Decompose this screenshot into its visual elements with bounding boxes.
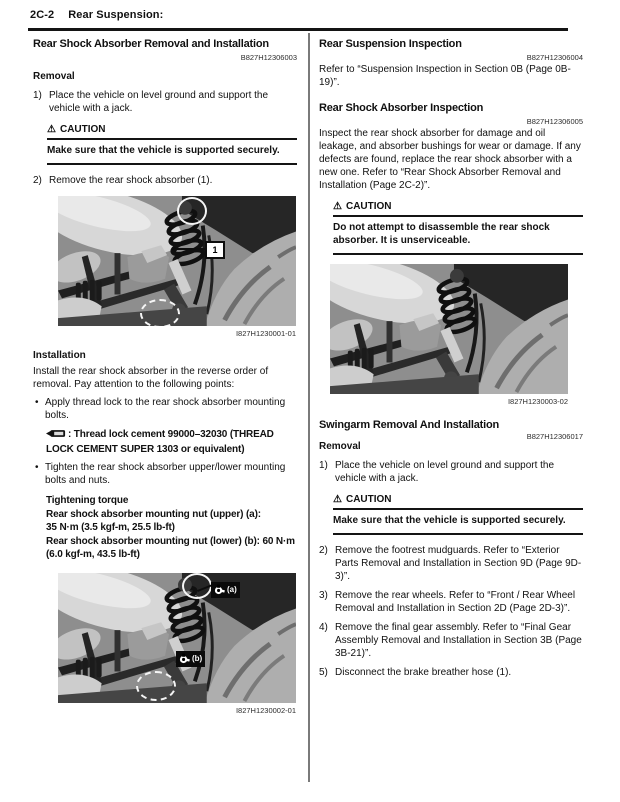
step-text: Remove the rear shock absorber (1).: [49, 175, 213, 186]
section-title-suspension-inspection: Rear Suspension Inspection: [319, 38, 462, 50]
step: [319, 621, 583, 660]
step-number: 5): [319, 667, 328, 678]
step-text: Remove the rear wheels. Refer to “Front / Rear Wheel Removal and Installation in Section 2D (Page 2D-3)”.: [335, 590, 576, 614]
caution-label: CAUTION: [345, 201, 392, 212]
figure-code: I827H1230003-02: [507, 397, 568, 406]
left-column: [33, 38, 297, 715]
warning-triangle-icon: ⚠: [47, 123, 56, 135]
step-number: 1): [319, 460, 328, 471]
callout-label: 1: [212, 245, 218, 255]
ref-code: B827H12306004: [526, 53, 583, 62]
caution-box: [47, 124, 297, 165]
header-rule: [28, 28, 568, 31]
caution-box: [333, 494, 583, 535]
photo-rear-shock-inspection: [330, 264, 568, 394]
torque-wrench-icon: [179, 653, 190, 665]
caution-header: [333, 494, 583, 505]
bullet-item: [33, 461, 297, 487]
step: [319, 666, 583, 679]
callout-leader-line: [175, 248, 205, 250]
torque-line: 35 N·m (3.5 kgf-m, 25.5 lb-ft): [46, 522, 175, 533]
callout-1: [205, 241, 225, 259]
step-number: 2): [319, 545, 328, 556]
step-number: 1): [33, 90, 42, 101]
lower-nut-circle: [136, 671, 176, 701]
torque-heading: Tightening torque: [46, 495, 129, 506]
step: [33, 174, 297, 187]
caution-text: Make sure that the vehicle is supported securely.: [47, 145, 280, 156]
caution-header: [333, 201, 583, 212]
ref-code: B827H12306005: [526, 117, 583, 126]
thread-lock-spec-text: : Thread lock cement 99000–32030 (THREAD LOCK CEMENT SUPER 1303 or equivalent): [46, 429, 274, 455]
caution-text: Make sure that the vehicle is supported securely.: [333, 515, 566, 526]
page-number: 2C-2: [30, 9, 55, 21]
section-title-shock-removal: Rear Shock Absorber Removal and Installation: [33, 38, 269, 50]
figure-shock-inspection: [330, 264, 583, 406]
thread-lock-spec: [46, 428, 297, 456]
upper-bolt-circle: [177, 197, 207, 225]
shock-inspection-body: Inspect the rear shock absorber for damage and oil leakage, and absorber bushings for wear or damage. If any defects are found, replace the rear shock absorber with a new one. Refer to “Rear Shock Absorber Removal and Installation (Page 2C-2)”.: [319, 128, 581, 191]
step: [319, 544, 583, 583]
torque-wrench-icon: [214, 584, 225, 596]
figure-shock-torque: [58, 573, 297, 715]
torque-badge-label: (a): [227, 585, 237, 594]
step-number: 2): [33, 175, 42, 186]
atv-photo-illustration: [330, 264, 568, 394]
step: [319, 459, 583, 485]
caution-rule-bottom: [333, 253, 583, 255]
figure-code: I827H1230001-01: [235, 329, 296, 338]
bullet-text: Tighten the rear shock absorber upper/lower mounting bolts and nuts.: [45, 462, 286, 486]
caution-rule-bottom: [47, 163, 297, 165]
photo-rear-shock-absorber: [58, 196, 296, 326]
removal-heading: Removal: [33, 71, 75, 82]
warning-triangle-icon: ⚠: [333, 200, 342, 212]
caution-label: CAUTION: [59, 124, 106, 135]
caution-rule-bottom: [333, 533, 583, 535]
step-number: 4): [319, 622, 328, 633]
step: [33, 89, 297, 115]
warning-triangle-icon: ⚠: [333, 493, 342, 505]
lower-bolt-circle: [140, 299, 180, 326]
bullet-text: Apply thread lock to the rear shock absorber mounting bolts.: [45, 397, 286, 421]
installation-heading: Installation: [33, 350, 86, 361]
torque-line: Rear shock absorber mounting nut (lower) (b): 60 N·m (6.0 kgf-m, 43.5 lb-ft): [46, 535, 295, 560]
column-divider: [308, 33, 310, 782]
step-text: Disconnect the brake breather hose (1).: [335, 667, 512, 678]
figure-code: I827H1230002-01: [235, 705, 296, 715]
page-section-title: Rear Suspension:: [68, 9, 164, 21]
suspension-inspection-body: Refer to “Suspension Inspection in Section 0B (Page 0B-19)”.: [319, 64, 571, 88]
step-text: Place the vehicle on level ground and support the vehicle with a jack.: [335, 460, 555, 484]
step: [319, 589, 583, 615]
caution-text: Do not attempt to disassemble the rear shock absorber. It is unserviceable.: [333, 222, 550, 246]
torque-line: Rear shock absorber mounting nut (upper) (a):: [46, 508, 261, 520]
photo-rear-shock-torque-points: [58, 573, 296, 703]
torque-badge-a: [211, 582, 240, 598]
bullet-item: [33, 396, 297, 422]
section-title-shock-inspection: Rear Shock Absorber Inspection: [319, 102, 484, 114]
caution-header: [47, 124, 297, 135]
torque-badge-label: (b): [192, 654, 203, 663]
step-text: Remove the final gear assembly. Refer to “Final Gear Assembly Removal and Installation in Section 3B (Page 3B-21)”.: [335, 622, 582, 659]
tightening-torque-spec: [46, 494, 297, 562]
atv-photo-illustration: [58, 573, 296, 703]
section-title-swingarm: Swingarm Removal And Installation: [319, 419, 500, 431]
ref-code: B827H12306017: [526, 432, 583, 441]
step-text: Place the vehicle on level ground and support the vehicle with a jack.: [49, 90, 269, 114]
step-number: 3): [319, 590, 328, 601]
removal-heading: Removal: [319, 441, 361, 452]
figure-shock-removal: [58, 196, 297, 338]
installation-intro: Install the rear shock absorber in the reverse order of removal. Pay attention to the following points:: [33, 366, 269, 390]
step-text: Remove the footrest mudguards. Refer to “Exterior Parts Removal and Installation in Section 9D (Page 9D-3)”.: [335, 545, 582, 582]
right-column: [319, 38, 583, 679]
thread-lock-tube-icon: [46, 429, 66, 443]
caution-label: CAUTION: [345, 494, 392, 505]
ref-code: B827H12306003: [240, 53, 297, 62]
page-header: [30, 9, 163, 21]
caution-box: [333, 201, 583, 255]
torque-badge-b: [176, 651, 205, 667]
